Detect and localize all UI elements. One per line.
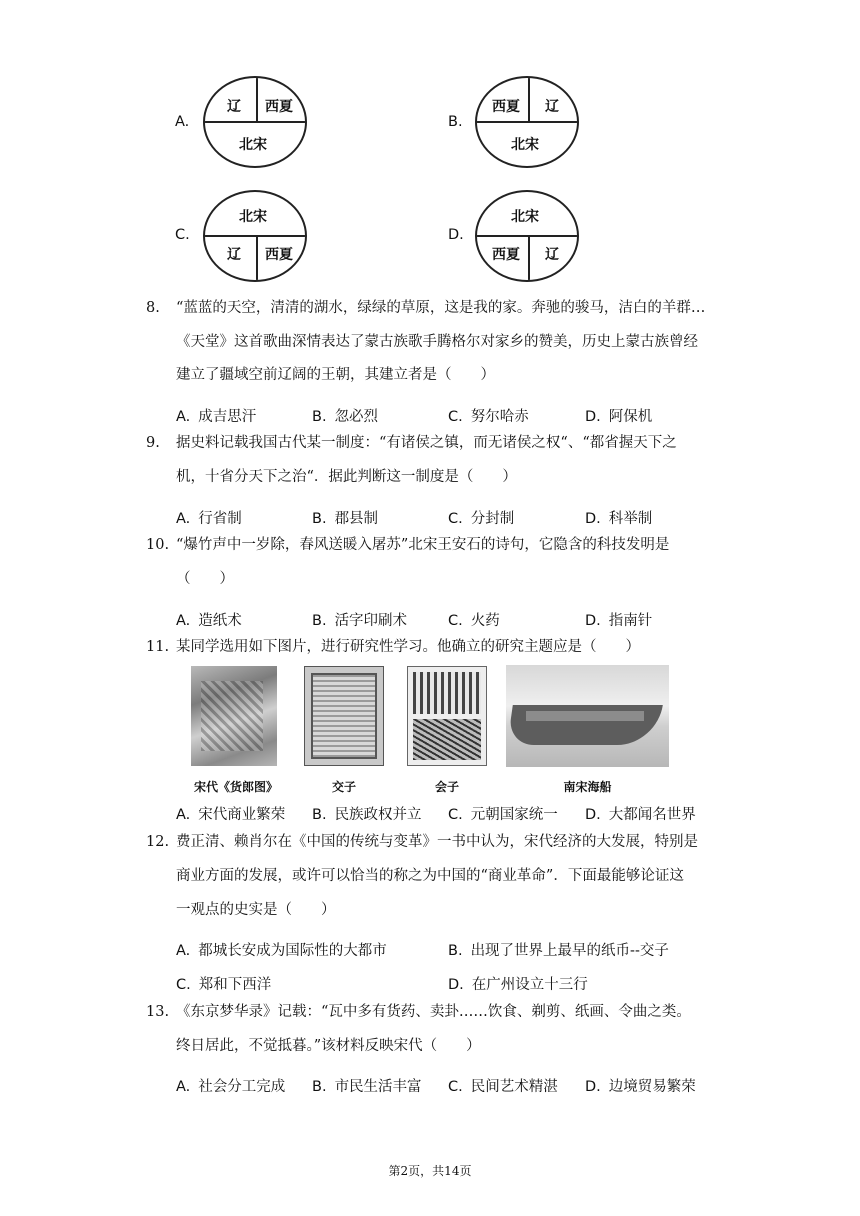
diagram-cell-right: 辽 xyxy=(545,99,559,115)
page-footer: 第2页，共14页 xyxy=(388,1164,472,1178)
diagram-cell-bottom: 北宋 xyxy=(239,137,267,153)
question-line: 一观点的史实是（ ） xyxy=(176,902,336,918)
question-line: 费正清、赖肖尔在《中国的传统与变革》一书中认为，宋代经济的大发展，特别是 xyxy=(176,834,698,850)
diagram-cell-left: 西夏 xyxy=(492,99,520,115)
diagram-cell-left: 辽 xyxy=(227,247,241,263)
diagram-cell-right: 西夏 xyxy=(265,247,293,263)
diagram-cell-top: 北宋 xyxy=(239,209,267,225)
question-number: 11. xyxy=(146,639,170,655)
q7-option-b-diagram xyxy=(475,76,579,168)
diagram-cell-left: 辽 xyxy=(227,99,241,115)
q7-option-c-diagram xyxy=(203,190,307,282)
option-b[interactable]: B. 忽必烈 xyxy=(312,409,379,425)
option-c[interactable]: C. 元朝国家统一 xyxy=(448,807,558,823)
question-number: 8. xyxy=(146,300,160,316)
q7-option-a-label: A. xyxy=(175,114,190,130)
diagram-cell-right: 西夏 xyxy=(265,99,293,115)
option-c[interactable]: C. 分封制 xyxy=(448,511,515,527)
option-a[interactable]: A. 行省制 xyxy=(176,511,242,527)
option-a[interactable]: A. 都城长安成为国际性的大都市 xyxy=(176,943,387,959)
diagram-cell-top: 北宋 xyxy=(511,209,539,225)
option-d[interactable]: D. 科举制 xyxy=(585,511,653,527)
huizi-image xyxy=(407,666,487,766)
question-line: 机，十省分天下之治“．据此判断这一制度是（ ） xyxy=(176,469,517,485)
option-d[interactable]: D. 在广州设立十三行 xyxy=(448,977,588,993)
option-d[interactable]: D. 边境贸易繁荣 xyxy=(585,1079,696,1095)
option-a[interactable]: A. 宋代商业繁荣 xyxy=(176,807,286,823)
option-b[interactable]: B. 民族政权并立 xyxy=(312,807,422,823)
painting-image xyxy=(191,666,277,766)
option-c[interactable]: C. 民间艺术精湛 xyxy=(448,1079,558,1095)
option-a[interactable]: A. 成吉思汗 xyxy=(176,409,257,425)
question-line: （ ） xyxy=(176,571,234,587)
option-b[interactable]: B. 市民生活丰富 xyxy=(312,1079,422,1095)
diagram-cell-bottom: 北宋 xyxy=(511,137,539,153)
question-line: 建立了疆域空前辽阔的王朝，其建立者是（ ） xyxy=(176,367,495,383)
question-line: 《天堂》这首歌曲深情表达了蒙古族歌手腾格尔对家乡的赞美，历史上蒙古族曾经 xyxy=(176,334,698,350)
option-c[interactable]: C. 努尔哈赤 xyxy=(448,409,529,425)
option-b[interactable]: B. 活字印刷术 xyxy=(312,613,408,629)
question-line: “蓝蓝的天空，清清的湖水，绿绿的草原，这是我的家。奔驰的骏马，洁白的羊群… xyxy=(176,300,706,316)
question-line: 据史料记载我国古代某一制度：“有诸侯之镇，而无诸侯之权“、“都省握天下之 xyxy=(176,435,677,451)
q7-option-d-diagram xyxy=(475,190,579,282)
jiaozi-image xyxy=(304,666,384,766)
question-line: 商业方面的发展，或许可以恰当的称之为中国的“商业革命”．下面最能够论证这 xyxy=(176,868,684,884)
question-line: “爆竹声中一岁除，春风送暖入屠苏”北宋王安石的诗句，它隐含的科技发明是 xyxy=(176,537,670,553)
option-c[interactable]: C. 火药 xyxy=(448,613,500,629)
option-d[interactable]: D. 阿保机 xyxy=(585,409,653,425)
image-caption: 宋代《货郎图》 xyxy=(193,780,278,794)
question-line: 终日居此，不觉抵暮。”该材料反映宋代（ ） xyxy=(176,1038,481,1054)
diagram-cell-left: 西夏 xyxy=(492,247,520,263)
option-d[interactable]: D. 指南针 xyxy=(585,613,653,629)
question-number: 10. xyxy=(146,537,170,553)
option-b[interactable]: B. 郡县制 xyxy=(312,511,379,527)
option-b[interactable]: B. 出现了世界上最早的纸币--交子 xyxy=(448,943,669,959)
image-caption: 交子 xyxy=(331,780,356,794)
option-d[interactable]: D. 大都闻名世界 xyxy=(585,807,696,823)
q7-option-c-label: C. xyxy=(175,227,190,243)
q7-option-d-label: D. xyxy=(448,227,464,243)
option-c[interactable]: C. 郑和下西洋 xyxy=(176,977,272,993)
q7-option-b-label: B. xyxy=(448,114,463,130)
question-number: 13. xyxy=(146,1004,170,1020)
question-number: 9. xyxy=(146,435,160,451)
image-caption: 南宋海船 xyxy=(563,780,612,794)
q7-option-a-diagram xyxy=(203,76,307,168)
question-line: 某同学选用如下图片，进行研究性学习。他确立的研究主题应是（ ） xyxy=(176,639,640,655)
diagram-cell-right: 辽 xyxy=(545,247,559,263)
ship-image xyxy=(506,665,669,767)
option-a[interactable]: A. 社会分工完成 xyxy=(176,1079,286,1095)
image-caption: 会子 xyxy=(434,780,459,794)
option-a[interactable]: A. 造纸术 xyxy=(176,613,242,629)
question-number: 12. xyxy=(146,834,170,850)
question-line: 《东京梦华录》记载：“瓦中多有货药、卖卦……饮食、剃剪、纸画、令曲之类。 xyxy=(176,1004,691,1020)
